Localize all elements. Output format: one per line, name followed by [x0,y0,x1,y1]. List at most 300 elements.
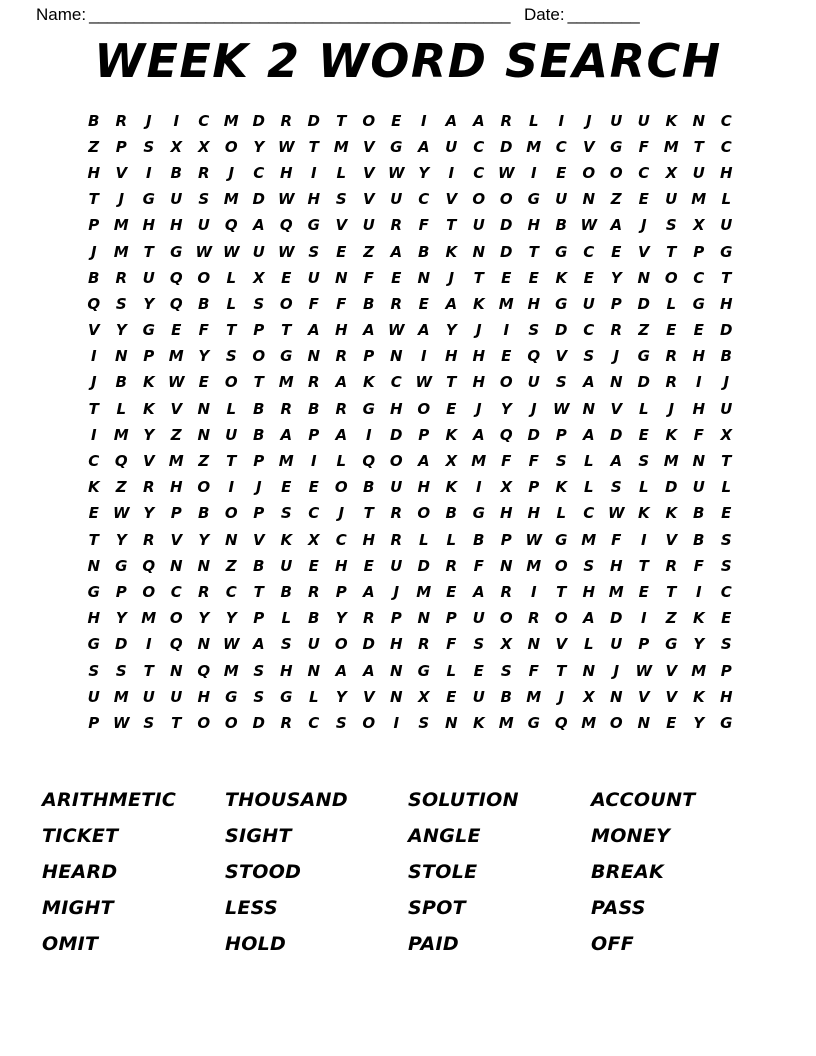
grid-cell[interactable]: U [692,163,705,182]
grid-cell[interactable]: O [334,478,348,497]
grid-cell[interactable]: L [446,661,457,680]
grid-cell[interactable]: H [362,530,376,549]
grid-cell[interactable]: V [637,687,650,706]
grid-cell[interactable]: B [363,478,375,497]
grid-cell[interactable]: E [638,190,649,209]
grid-cell[interactable]: O [224,713,238,732]
grid-cell[interactable]: S [720,530,732,549]
grid-cell[interactable]: S [253,687,265,706]
grid-cell[interactable]: L [226,294,237,313]
grid-cell[interactable]: V [170,399,183,418]
grid-cell[interactable]: K [555,478,568,497]
grid-cell[interactable]: R [527,609,540,628]
grid-cell[interactable]: J [90,373,97,392]
grid-cell[interactable]: Q [224,216,238,235]
grid-cell[interactable]: A [445,111,458,130]
grid-cell[interactable]: L [418,530,429,549]
grid-cell[interactable]: M [526,687,542,706]
grid-cell[interactable]: K [445,478,458,497]
grid-cell[interactable]: R [307,373,320,392]
grid-cell[interactable]: W [112,504,130,523]
grid-cell[interactable]: S [500,661,512,680]
grid-cell[interactable]: T [143,242,154,261]
grid-cell[interactable]: C [308,504,320,523]
grid-cell[interactable]: N [114,347,128,366]
grid-cell[interactable]: B [555,216,567,235]
grid-cell[interactable]: P [115,582,127,601]
grid-cell[interactable]: W [580,216,598,235]
grid-cell[interactable]: W [277,190,295,209]
grid-cell[interactable]: B [473,530,485,549]
grid-cell[interactable]: M [663,452,679,471]
grid-cell[interactable]: N [637,713,651,732]
grid-cell[interactable]: W [387,163,405,182]
grid-cell[interactable]: F [336,294,347,313]
grid-cell[interactable]: P [170,504,182,523]
grid-cell[interactable]: R [610,321,623,340]
grid-cell[interactable]: I [145,163,152,182]
grid-cell[interactable]: J [585,111,592,130]
grid-cell[interactable]: D [637,373,650,392]
grid-cell[interactable]: S [335,190,347,209]
grid-cell[interactable]: U [665,190,678,209]
grid-cell[interactable]: L [528,111,539,130]
grid-cell[interactable]: A [472,582,485,601]
grid-cell[interactable]: R [197,582,210,601]
grid-cell[interactable]: S [280,504,292,523]
grid-cell[interactable]: I [90,425,97,444]
grid-cell[interactable]: K [142,399,155,418]
grid-cell[interactable]: A [417,321,430,340]
grid-cell[interactable]: S [583,347,595,366]
grid-cell[interactable]: X [307,530,320,549]
grid-cell[interactable]: I [145,635,152,654]
grid-cell[interactable]: V [555,347,568,366]
grid-cell[interactable]: A [335,661,348,680]
grid-cell[interactable]: P [88,713,100,732]
grid-cell[interactable]: G [417,661,430,680]
grid-cell[interactable]: E [501,268,512,287]
grid-cell[interactable]: R [335,399,348,418]
grid-cell[interactable]: S [198,190,210,209]
grid-cell[interactable]: T [226,452,237,471]
grid-cell[interactable]: O [224,504,238,523]
grid-cell[interactable]: K [87,478,100,497]
grid-cell[interactable]: Q [87,294,101,313]
grid-cell[interactable]: J [145,111,152,130]
grid-cell[interactable]: S [638,452,650,471]
grid-cell[interactable]: M [416,582,432,601]
word-list-item[interactable]: THOUSAND [225,788,348,811]
grid-cell[interactable]: U [555,190,568,209]
grid-cell[interactable]: Y [143,294,155,313]
grid-cell[interactable]: E [281,478,292,497]
grid-cell[interactable]: G [527,713,540,732]
grid-cell[interactable]: Y [143,425,155,444]
grid-cell[interactable]: C [390,373,402,392]
grid-cell[interactable]: I [475,478,482,497]
grid-cell[interactable]: V [665,530,678,549]
grid-cell[interactable]: Z [88,137,100,156]
grid-cell[interactable]: N [692,111,706,130]
grid-cell[interactable]: O [582,163,596,182]
grid-cell[interactable]: T [666,582,677,601]
grid-cell[interactable]: H [719,163,733,182]
grid-cell[interactable]: P [253,609,265,628]
grid-cell[interactable]: M [223,111,239,130]
word-list-item[interactable]: SOLUTION [408,788,519,811]
grid-cell[interactable]: U [87,687,100,706]
grid-cell[interactable]: I [310,163,317,182]
grid-cell[interactable]: F [693,556,704,575]
grid-cell[interactable]: T [638,556,649,575]
grid-cell[interactable]: L [226,268,237,287]
grid-cell[interactable]: U [142,687,155,706]
grid-cell[interactable]: K [142,373,155,392]
name-write-in-line[interactable]: _______________________________________________ [89,5,510,24]
grid-cell[interactable]: O [334,635,348,654]
grid-cell[interactable]: D [555,321,568,340]
grid-cell[interactable]: M [223,661,239,680]
grid-cell[interactable]: S [225,347,237,366]
grid-cell[interactable]: U [720,399,733,418]
grid-cell[interactable]: D [252,111,265,130]
grid-cell[interactable]: C [720,582,732,601]
grid-cell[interactable]: L [638,399,649,418]
grid-cell[interactable]: Z [225,556,237,575]
grid-cell[interactable]: C [170,582,182,601]
grid-cell[interactable]: T [721,268,732,287]
grid-cell[interactable]: V [610,399,623,418]
grid-cell[interactable]: A [472,111,485,130]
grid-cell[interactable]: L [638,478,649,497]
grid-cell[interactable]: J [393,582,400,601]
grid-cell[interactable]: A [362,582,375,601]
grid-cell[interactable]: H [87,163,101,182]
grid-cell[interactable]: P [115,137,127,156]
grid-cell[interactable]: J [475,321,482,340]
grid-cell[interactable]: R [390,294,403,313]
grid-cell[interactable]: U [472,687,485,706]
grid-cell[interactable]: N [527,635,541,654]
grid-cell[interactable]: P [418,425,430,444]
grid-cell[interactable]: Z [170,425,182,444]
word-list-item[interactable]: ACCOUNT [591,788,696,811]
grid-cell[interactable]: E [528,268,539,287]
grid-cell[interactable]: N [389,347,403,366]
grid-cell[interactable]: J [228,163,235,182]
grid-cell[interactable]: V [445,190,458,209]
grid-cell[interactable]: F [501,452,512,471]
word-list-item[interactable]: PASS [591,896,646,919]
grid-cell[interactable]: U [692,478,705,497]
grid-cell[interactable]: Q [114,452,128,471]
grid-cell[interactable]: J [90,242,97,261]
grid-cell[interactable]: D [115,635,128,654]
grid-cell[interactable]: N [307,661,321,680]
grid-cell[interactable]: A [390,242,403,261]
grid-cell[interactable]: T [226,321,237,340]
grid-cell[interactable]: I [530,163,537,182]
grid-cell[interactable]: T [88,190,99,209]
grid-cell[interactable]: E [281,268,292,287]
grid-cell[interactable]: Y [610,268,622,287]
grid-cell[interactable]: B [693,504,705,523]
grid-cell[interactable]: A [335,425,348,444]
grid-cell[interactable]: F [693,425,704,444]
grid-cell[interactable]: S [335,713,347,732]
word-list-item[interactable]: OMIT [42,932,99,955]
grid-cell[interactable]: U [252,242,265,261]
grid-cell[interactable]: O [142,582,156,601]
grid-cell[interactable]: K [472,294,485,313]
grid-cell[interactable]: Y [500,399,512,418]
grid-cell[interactable]: V [142,452,155,471]
grid-cell[interactable]: I [228,478,235,497]
grid-cell[interactable]: Y [225,609,237,628]
grid-cell[interactable]: S [253,661,265,680]
grid-cell[interactable]: B [88,111,100,130]
grid-cell[interactable]: U [390,556,403,575]
grid-cell[interactable]: G [692,294,705,313]
grid-cell[interactable]: V [362,163,375,182]
grid-cell[interactable]: Z [363,242,375,261]
grid-cell[interactable]: B [500,687,512,706]
grid-cell[interactable]: J [255,478,262,497]
grid-cell[interactable]: E [363,556,374,575]
grid-cell[interactable]: K [692,609,705,628]
grid-cell[interactable]: K [665,425,678,444]
grid-cell[interactable]: S [610,478,622,497]
grid-cell[interactable]: Y [445,321,457,340]
grid-cell[interactable]: P [253,452,265,471]
grid-cell[interactable]: M [113,242,129,261]
grid-cell[interactable]: W [525,530,543,549]
grid-cell[interactable]: E [418,294,429,313]
grid-cell[interactable]: T [693,137,704,156]
grid-cell[interactable]: G [527,190,540,209]
grid-cell[interactable]: P [500,530,512,549]
grid-cell[interactable]: F [638,137,649,156]
grid-cell[interactable]: P [253,321,265,340]
grid-cell[interactable]: P [335,582,347,601]
grid-cell[interactable]: S [720,635,732,654]
grid-cell[interactable]: H [389,635,403,654]
grid-cell[interactable]: N [582,190,596,209]
grid-cell[interactable]: E [638,425,649,444]
grid-cell[interactable]: H [499,504,513,523]
grid-cell[interactable]: W [277,242,295,261]
grid-cell[interactable]: E [721,609,732,628]
grid-cell[interactable]: U [610,111,623,130]
grid-cell[interactable]: T [528,242,539,261]
grid-cell[interactable]: G [142,321,155,340]
grid-cell[interactable]: R [500,111,513,130]
grid-cell[interactable]: B [88,268,100,287]
grid-cell[interactable]: B [170,163,182,182]
grid-cell[interactable]: G [115,556,128,575]
grid-cell[interactable]: L [583,635,594,654]
grid-cell[interactable]: W [497,163,515,182]
word-list-item[interactable]: PAID [408,932,459,955]
grid-cell[interactable]: D [637,294,650,313]
grid-cell[interactable]: C [638,163,650,182]
grid-cell[interactable]: K [692,687,705,706]
word-list-item[interactable]: ARITHMETIC [42,788,177,811]
grid-cell[interactable]: V [362,137,375,156]
grid-cell[interactable]: Y [143,504,155,523]
grid-cell[interactable]: I [530,582,537,601]
grid-cell[interactable]: F [418,216,429,235]
grid-cell[interactable]: O [389,452,403,471]
grid-cell[interactable]: U [362,216,375,235]
grid-cell[interactable]: A [417,452,430,471]
grid-cell[interactable]: I [640,530,647,549]
grid-cell[interactable]: D [527,425,540,444]
grid-cell[interactable]: I [448,163,455,182]
grid-cell[interactable]: T [556,582,567,601]
grid-cell[interactable]: M [333,137,349,156]
grid-cell[interactable]: T [253,373,264,392]
grid-cell[interactable]: E [446,399,457,418]
grid-cell[interactable]: Y [198,530,210,549]
grid-cell[interactable]: M [691,661,707,680]
grid-cell[interactable]: M [141,609,157,628]
grid-cell[interactable]: J [613,661,620,680]
grid-cell[interactable]: U [610,635,623,654]
grid-cell[interactable]: P [308,425,320,444]
grid-cell[interactable]: X [582,687,595,706]
grid-cell[interactable]: J [530,399,537,418]
grid-cell[interactable]: G [225,687,238,706]
grid-cell[interactable]: L [308,687,319,706]
grid-cell[interactable]: X [197,137,210,156]
grid-cell[interactable]: X [417,687,430,706]
grid-cell[interactable]: A [582,609,595,628]
grid-cell[interactable]: S [418,713,430,732]
grid-cell[interactable]: Y [693,713,705,732]
grid-cell[interactable]: O [224,373,238,392]
grid-cell[interactable]: N [582,399,596,418]
grid-cell[interactable]: T [308,137,319,156]
grid-cell[interactable]: X [665,163,678,182]
grid-cell[interactable]: M [113,687,129,706]
grid-cell[interactable]: M [691,190,707,209]
grid-cell[interactable]: S [308,242,320,261]
date-write-in-line[interactable]: ________ [567,5,640,24]
grid-cell[interactable]: K [445,242,458,261]
grid-cell[interactable]: R [362,609,375,628]
grid-cell[interactable]: I [310,452,317,471]
grid-cell[interactable]: H [334,321,348,340]
grid-cell[interactable]: V [87,321,100,340]
grid-cell[interactable]: Q [169,635,183,654]
grid-cell[interactable]: H [527,504,541,523]
word-list-item[interactable]: HEARD [42,860,118,883]
grid-cell[interactable]: S [528,321,540,340]
grid-cell[interactable]: R [390,530,403,549]
grid-cell[interactable]: D [252,713,265,732]
grid-cell[interactable]: O [362,713,376,732]
grid-cell[interactable]: O [224,137,238,156]
grid-cell[interactable]: Y [198,347,210,366]
grid-cell[interactable]: A [445,294,458,313]
grid-cell[interactable]: Z [610,190,622,209]
grid-cell[interactable]: B [693,530,705,549]
grid-cell[interactable]: T [171,713,182,732]
grid-cell[interactable]: N [499,556,513,575]
grid-cell[interactable]: N [609,373,623,392]
grid-cell[interactable]: B [253,556,265,575]
grid-cell[interactable]: W [552,399,570,418]
grid-cell[interactable]: Y [693,635,705,654]
grid-cell[interactable]: S [88,661,100,680]
grid-cell[interactable]: M [113,216,129,235]
grid-cell[interactable]: O [609,713,623,732]
grid-cell[interactable]: G [170,242,183,261]
grid-cell[interactable]: S [555,452,567,471]
grid-cell[interactable]: I [173,111,180,130]
grid-cell[interactable]: O [499,373,513,392]
grid-cell[interactable]: L [666,294,677,313]
grid-cell[interactable]: A [307,321,320,340]
grid-cell[interactable]: C [473,163,485,182]
grid-cell[interactable]: H [582,582,596,601]
grid-cell[interactable]: G [362,399,375,418]
grid-cell[interactable]: N [307,347,321,366]
grid-cell[interactable]: P [390,609,402,628]
grid-cell[interactable]: O [197,478,211,497]
word-list-item[interactable]: TICKET [42,824,119,847]
grid-cell[interactable]: K [637,504,650,523]
grid-cell[interactable]: H [197,687,211,706]
grid-cell[interactable]: G [637,347,650,366]
grid-cell[interactable]: B [445,504,457,523]
grid-cell[interactable]: C [88,452,100,471]
grid-cell[interactable]: R [280,713,293,732]
grid-cell[interactable]: H [279,163,293,182]
grid-cell[interactable]: G [87,582,100,601]
grid-cell[interactable]: Y [418,163,430,182]
word-list-item[interactable]: ANGLE [408,824,481,847]
grid-cell[interactable]: T [721,452,732,471]
grid-cell[interactable]: N [87,556,101,575]
grid-cell[interactable]: E [666,321,677,340]
grid-cell[interactable]: H [279,661,293,680]
grid-cell[interactable]: H [472,347,486,366]
grid-cell[interactable]: O [417,399,431,418]
grid-cell[interactable]: E [391,268,402,287]
grid-cell[interactable]: N [637,268,651,287]
grid-cell[interactable]: K [362,373,375,392]
grid-cell[interactable]: L [721,478,732,497]
grid-cell[interactable]: Q [362,452,376,471]
grid-cell[interactable]: V [582,137,595,156]
grid-cell[interactable]: M [471,452,487,471]
grid-cell[interactable]: L [721,190,732,209]
grid-cell[interactable]: A [610,452,623,471]
grid-cell[interactable]: O [472,190,486,209]
word-list-item[interactable]: MONEY [591,824,671,847]
grid-cell[interactable]: R [390,216,403,235]
grid-cell[interactable]: C [473,137,485,156]
grid-cell[interactable]: U [170,687,183,706]
grid-cell[interactable]: I [90,347,97,366]
grid-cell[interactable]: W [222,635,240,654]
grid-cell[interactable]: P [253,504,265,523]
grid-cell[interactable]: M [526,556,542,575]
grid-cell[interactable]: R [417,635,430,654]
